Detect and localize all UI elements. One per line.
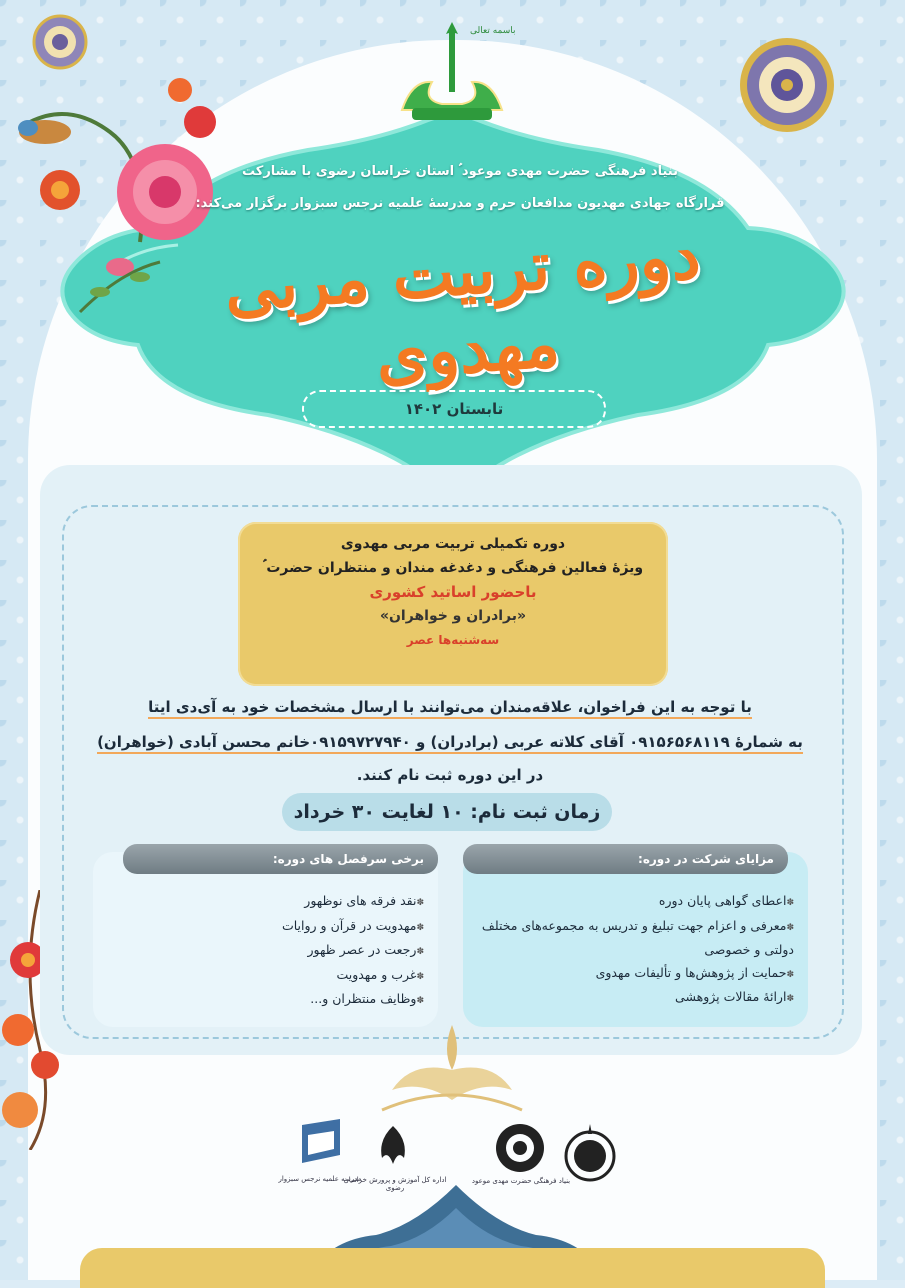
organizer-line-1: بنیاد فرهنگی حضرت مهدی موعود ؑ استان خراسان رضوی با مشارکت: [242, 164, 678, 179]
benefits-title: مزایای شرکت در دوره:: [463, 844, 788, 874]
list-item: ✽ مهدویت در قرآن و روایات: [107, 915, 424, 940]
narjes-school-logo: [298, 1115, 344, 1170]
announcement-text-1: با توجه به این فراخوان، علاقه‌مندان می‌توانند با ارسال مشخصات خود به آی‌دی ایتا: [148, 698, 752, 719]
education-caption: اداره کل آموزش و پرورش خراسان رضوی: [343, 1176, 447, 1192]
announcement-text-2: به شمارهٔ ۰۹۱۵۶۵۶۸۱۱۹ آقای کلاته عربی (برادران) و ۰۹۱۵۹۷۲۷۹۴۰خانم محسن آبادی (خواهران): [97, 733, 803, 754]
top-small-text: باسمه تعالی: [470, 26, 516, 36]
course-info-box: [238, 522, 668, 686]
topics-title: برخی سرفصل های دوره:: [123, 844, 438, 874]
topics-box: [93, 852, 438, 1027]
narjes-caption: مدرسه علمیه نرجس سبزوار: [278, 1175, 362, 1183]
list-item: ✽ غرب و مهدویت: [107, 964, 424, 989]
list-item: ✽ رجعت در عصر ظهور: [107, 939, 424, 964]
list-item: ✽ اعطای گواهی پایان دوره: [477, 890, 794, 915]
course-line-1: دوره تکمیلی تربیت مربی مهدوی: [340, 536, 566, 552]
list-item: ✽ نقد فرقه های نوظهور: [107, 890, 424, 915]
mahdavion-logo: [562, 1122, 618, 1182]
bonyad-logo: [492, 1120, 548, 1176]
list-item: ✽ معرفی و اعزام جهت تبلیغ و تدریس به مجموعه‌های مختلف دولتی و خصوصی: [477, 915, 794, 962]
course-line-5: سه‌شنبه‌ها عصر: [406, 633, 500, 647]
jihad-calligraphy-logo: [392, 20, 512, 132]
announcement-line-1: [80, 698, 820, 716]
course-line-4: «برادران و خواهران»: [379, 608, 527, 624]
topics-list: [107, 890, 424, 1013]
main-title: دوره تربیت مربی مهدوی: [221, 215, 703, 395]
organizer-line-2: قرارگاه جهادی مهدیون مدافعان حرم و مدرسهٔ علمیه نرجس سبزوار برگزار می‌کند:: [195, 196, 725, 211]
registration-period-badge: زمان ثبت نام: ۱۰ لغایت ۳۰ خرداد: [282, 793, 612, 831]
course-line-2: ویژهٔ فعالین فرهنگی و دغدغه مندان و منتظران حضرت ؑ: [262, 560, 644, 576]
benefits-box: [463, 852, 808, 1027]
list-item: ✽ ارائهٔ مقالات پژوهشی: [477, 986, 794, 1011]
announcement-line-2: [80, 733, 820, 751]
course-line-3: باحضور اساتید کشوری: [369, 583, 537, 601]
gold-ornament-icon: [372, 1020, 532, 1115]
list-item: ✽ حمایت از پژوهش‌ها و تألیفات مهدوی: [477, 962, 794, 987]
season-badge: تابستان ۱۴۰۲: [302, 390, 606, 428]
bottom-bar: [80, 1248, 825, 1288]
iran-emblem-logo: [368, 1120, 418, 1170]
announcement-line-3: در این دوره ثبت نام کنند.: [356, 766, 544, 784]
bonyad-caption: بنیاد فرهنگی حضرت مهدی موعود: [471, 1177, 571, 1185]
benefits-list: [477, 890, 794, 1011]
list-item: ✽ وظایف منتظران و...: [107, 988, 424, 1013]
